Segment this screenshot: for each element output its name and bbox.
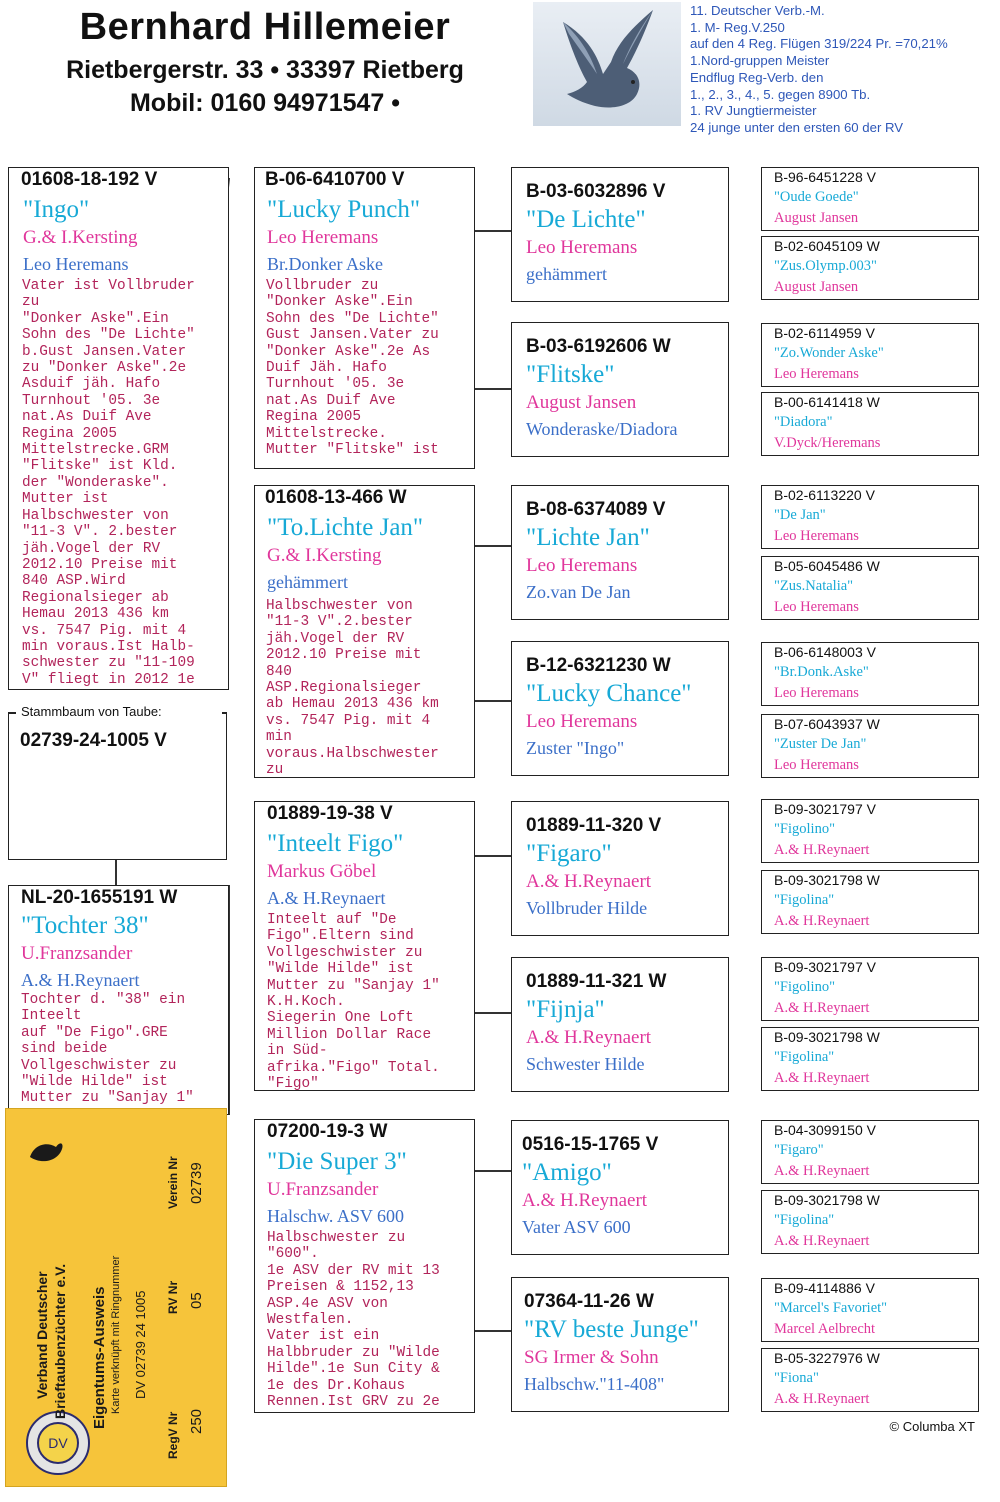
- pigeon-name: "To.Lichte Jan": [267, 514, 424, 541]
- pigeon-name: "Lucky Chance": [526, 680, 692, 707]
- dv-logo: [26, 1411, 90, 1475]
- pigeon-owner: Leo Heremans: [774, 757, 859, 773]
- pigeon-owner: August Jansen: [526, 392, 637, 413]
- pigeon-owner: SG Irmer & Sohn: [524, 1347, 659, 1368]
- pigeon-name: "De Lichte": [526, 206, 646, 233]
- grandparent-box: [254, 167, 475, 469]
- achievement: 1. M- Reg.V.250: [690, 19, 785, 35]
- pigeon-owner: A.& H.Reynaert: [774, 842, 870, 858]
- pigeon-note: Wonderaske/Diadora: [526, 419, 678, 439]
- pigeon-name: "Figaro": [526, 840, 612, 867]
- pigeon-description: Halbschwester zu "600". 1e ASV der RV mit 13 Preisen & 1152,13 ASP.4e ASV von Westfalen. Vater ist ein Halbbruder zu "Wilde Hilde".1e Sun City & 1e des Dr.Kohaus Rennen.Ist GRV zu 2e: [267, 1230, 440, 1411]
- pigeon-description: Inteelt auf "De Figo".Eltern sind Vollgeschwister zu "Wilde Hilde" ist Mutter zu "Sanjay 1" K.H.Koch. Siegerin One Loft Million Dollar Race in Süd- afrika."Figo" Total. "Figo": [267, 912, 440, 1091]
- svg-text:DV: DV: [48, 1435, 68, 1451]
- pigeon-owner: A.& H.Reynaert: [526, 871, 652, 892]
- ring-number: 0516-15-1765 V: [522, 1134, 659, 1155]
- pigeon-owner: Leo Heremans: [774, 685, 859, 701]
- pigeon-owner: Leo Heremans: [526, 237, 638, 258]
- ring-number: 07364-11-26 W: [524, 1291, 654, 1312]
- card-org: Brieftaubenzüchter e.V.: [52, 1263, 68, 1419]
- pigeon-name: "Br.Donk.Aske": [774, 664, 869, 680]
- ring-number: 01608-18-192 V: [21, 169, 158, 190]
- pigeon-logo: [20, 1127, 70, 1177]
- pigeon-name: "Figolino": [774, 979, 835, 995]
- achievement: 24 junge unter den ersten 60 der RV: [690, 119, 904, 135]
- pigeon-name: "Lucky Punch": [267, 196, 421, 223]
- pigeon-name: "Lichte Jan": [526, 524, 650, 551]
- card-regv-value: 250: [188, 1408, 205, 1434]
- pigeon-name: "Marcel's Favoriet": [774, 1300, 888, 1316]
- ring-number: B-02-6113220 V: [774, 487, 875, 503]
- pigeon-owner: A.& H.Reynaert: [774, 1070, 870, 1086]
- ggg-box: [761, 236, 979, 300]
- ring-number: 07200-19-3 W: [267, 1121, 388, 1142]
- pigeon-name: "Figolina": [774, 1049, 835, 1065]
- pigeon-owner: Leo Heremans: [774, 599, 859, 615]
- card-verein-label: Verein Nr: [166, 1156, 180, 1209]
- great-grandparent-box: [511, 167, 729, 302]
- ggg-box: [761, 1120, 979, 1184]
- pigeon-note: gehämmert: [267, 572, 348, 592]
- pigeon-name: "Die Super 3": [267, 1148, 407, 1175]
- ring-number: B-09-3021797 V: [774, 959, 876, 975]
- ring-number: B-12-6321230 W: [526, 655, 671, 676]
- pigeon-owner: A.& H.Reynaert: [774, 913, 870, 929]
- pigeon-description: Vollbruder zu "Donker Aske".Ein Sohn des "De Lichte" Gust Jansen.Vater zu "Donker Aske".2e As Duif Jäh. Hafo Turnhout '05. 3e nat.As Duif Ave Regina 2005 Mittelstrecke. Mutter "Flitske" ist: [266, 278, 439, 459]
- ggg-box: [761, 392, 979, 456]
- pigeon-owner: Leo Heremans: [526, 555, 638, 576]
- pigeon-name: "Figaro": [774, 1142, 824, 1158]
- ggg-box: [761, 556, 979, 620]
- ring-number: 01889-11-321 W: [526, 971, 667, 992]
- card-subtitle: Karte verknüpft mit Ringnummer: [110, 1255, 122, 1414]
- ring-number: B-09-4114886 V: [774, 1280, 875, 1296]
- pigeon-photo: [533, 2, 681, 126]
- pigeon-note: Br.Donker Aske: [267, 254, 383, 274]
- ring-number: NL-20-1655191 W: [21, 887, 178, 908]
- ggg-box: [761, 1027, 979, 1091]
- copyright: © Columba XT: [889, 1419, 975, 1434]
- ggg-box: [761, 714, 979, 778]
- card-rv-label: RV Nr: [166, 1280, 180, 1314]
- pigeon-name: "Ingo": [23, 196, 90, 223]
- pigeon-name: "Zo.Wonder Aske": [774, 345, 884, 361]
- ring-number: B-02-6045109 W: [774, 238, 880, 254]
- card-verein-value: 02739: [188, 1162, 205, 1204]
- pigeon-name: "Amigo": [522, 1159, 612, 1186]
- pigeon-note: Vollbruder Hilde: [526, 898, 648, 918]
- ring-number: B-09-3021798 W: [774, 1192, 880, 1208]
- great-grandparent-box: [511, 957, 729, 1092]
- pigeon-note: Zuster "Ingo": [526, 738, 625, 758]
- ggg-box: [761, 167, 979, 231]
- achievement: Endflug Reg-Verb. den: [690, 69, 824, 85]
- ring-number: B-02-6114959 V: [774, 325, 875, 341]
- pigeon-note: Halbschw."11-408": [524, 1374, 665, 1394]
- ring-number: B-09-3021798 W: [774, 872, 880, 888]
- ring-number: B-07-6043937 W: [774, 716, 880, 732]
- achievement: auf den 4 Reg. Flügen 319/224 Pr. =70,21%: [690, 36, 948, 52]
- pigeon-name: "Zus.Natalia": [774, 578, 854, 594]
- pigeon-note: Schwester Hilde: [526, 1054, 645, 1074]
- pigeon-owner: Leo Heremans: [774, 528, 859, 544]
- pigeon-note: A.& H.Reynaert: [267, 888, 386, 908]
- pigeon-note: A.& H.Reynaert: [21, 970, 140, 990]
- pigeon-name: "Diadora": [774, 414, 833, 430]
- ring-number: B-03-6192606 W: [526, 336, 671, 357]
- pigeon-note: gehämmert: [526, 264, 607, 284]
- parent-dam-box: [8, 885, 229, 1115]
- grandparent-box: [254, 801, 475, 1091]
- pigeon-name: "De Jan": [774, 507, 826, 523]
- grandparent-box: [254, 485, 475, 778]
- pigeon-name: "Figolina": [774, 892, 835, 908]
- breeder-address: Rietbergerstr. 33 • 33397 Rietberg: [66, 56, 464, 84]
- pigeon-name: "Fiona": [774, 1370, 819, 1386]
- ring-number: 01889-19-38 V: [267, 803, 393, 824]
- ggg-box: [761, 1278, 979, 1342]
- ggg-box: [761, 870, 979, 934]
- parent-sire-box: [8, 167, 229, 690]
- achievement: 1., 2., 3., 4., 5. gegen 8900 Tb.: [690, 86, 871, 102]
- subject-ring: 02739-24-1005 V: [20, 730, 167, 751]
- card-rv-value: 05: [188, 1292, 205, 1309]
- card-ringnr: DV 02739 24 1005: [133, 1290, 148, 1399]
- pigeon-description: Tochter d. "38" ein Inteelt auf "De Figo".GRE sind beide Vollgeschwister zu "Wilde Hilde" ist Mutter zu "Sanjay 1": [21, 992, 194, 1107]
- pigeon-owner: Leo Heremans: [774, 366, 859, 382]
- pigeon-owner: U.Franzsander: [267, 1179, 379, 1200]
- breeder-mobile: Mobil: 0160 94971547 •: [129, 89, 401, 117]
- pigeon-owner: G.& I.Kersting: [267, 545, 382, 566]
- ring-number: 01889-11-320 V: [526, 815, 662, 836]
- great-grandparent-box: [511, 641, 729, 776]
- ring-number: B-09-3021797 V: [774, 801, 876, 817]
- ownership-card: [5, 1108, 227, 1487]
- pigeon-name: "Inteelt Figo": [267, 830, 404, 857]
- achievement: 1. RV Jungtiermeister: [690, 103, 817, 119]
- card-regv-label: RegV Nr: [166, 1411, 180, 1459]
- ring-number: B-03-6032896 V: [526, 181, 666, 202]
- pigeon-name: "Flitske": [526, 361, 615, 388]
- pigeon-name: "Figolino": [774, 821, 835, 837]
- great-grandparent-box: [511, 485, 729, 620]
- pigeon-note: Zo.van De Jan: [526, 582, 631, 602]
- pigeon-owner: August Jansen: [774, 210, 859, 226]
- breeder-name: Bernhard Hillemeier: [79, 6, 451, 48]
- ring-number: 01608-13-466 W: [265, 487, 407, 508]
- ggg-box: [761, 1190, 979, 1254]
- grandparent-box: [254, 1119, 475, 1413]
- pigeon-owner: A.& H.Reynaert: [774, 1233, 870, 1249]
- ring-number: B-08-6374089 V: [526, 499, 666, 520]
- pigeon-icon: [533, 2, 681, 126]
- ggg-box: [761, 799, 979, 863]
- pigeon-name: "Oude Goede": [774, 189, 859, 205]
- ring-number: B-06-6410700 V: [265, 169, 405, 190]
- ring-number: B-05-6045486 W: [774, 558, 880, 574]
- great-grandparent-box: [511, 801, 729, 936]
- pigeon-owner: A.& H.Reynaert: [774, 1391, 870, 1407]
- ggg-box: [761, 323, 979, 387]
- pigeon-owner: A.& H.Reynaert: [526, 1027, 652, 1048]
- pigeon-owner: V.Dyck/Heremans: [774, 435, 881, 451]
- pigeon-name: "Figolina": [774, 1212, 835, 1228]
- ring-number: B-09-3021798 W: [774, 1029, 880, 1045]
- pigeon-description: Vater ist Vollbruder zu "Donker Aske".Ein Sohn des "De Lichte" b.Gust Jansen.Vater zu "Donker Aske".2e Asduif jäh. Hafo Turnhout '05. 3e nat.As Duif Ave Regina 2005 Mittelstrecke.GRM "Flitske" ist Kld. der "Wonderaske". Mutter ist Halbschwester von "11-3 V". 2.bester jäh.Vogel der RV 2012.10 Preise mit 840 ASP.Wird Regionalsieger ab Hemau 2013 436 km vs. 7547 Pig. mit 4 min voraus.Ist Halb- schwester zu "11-109 V" fliegt in 2012 1e: [22, 278, 195, 688]
- ggg-box: [761, 642, 979, 706]
- pigeon-name: "Fijnja": [526, 996, 605, 1023]
- ggg-box: [761, 1348, 979, 1412]
- achievements-list: [690, 3, 995, 137]
- pigeon-owner: Markus Göbel: [267, 861, 377, 882]
- pigeon-name: "Zuster De Jan": [774, 736, 867, 752]
- pigeon-owner: U.Franzsander: [21, 943, 133, 964]
- pigeon-note: Halschw. ASV 600: [267, 1206, 405, 1226]
- ring-number: B-00-6141418 W: [774, 394, 880, 410]
- achievement: 1.Nord-gruppen Meister: [690, 53, 830, 69]
- card-title: Eigentums-Ausweis: [91, 1286, 108, 1429]
- subject-label: Stammbaum von Taube:: [18, 704, 165, 719]
- pigeon-name: "RV beste Junge": [524, 1316, 699, 1343]
- ggg-box: [761, 485, 979, 549]
- pigeon-owner: A.& H.Reynaert: [774, 1000, 870, 1016]
- pigeon-note: Vater ASV 600: [522, 1217, 631, 1237]
- pigeon-owner: Leo Heremans: [267, 227, 379, 248]
- great-grandparent-box: [511, 1120, 729, 1255]
- pigeon-owner: A.& H.Reynaert: [522, 1190, 648, 1211]
- ring-number: B-06-6148003 V: [774, 644, 876, 660]
- ggg-box: [761, 957, 979, 1021]
- pigeon-owner: August Jansen: [774, 279, 859, 295]
- great-grandparent-box: [511, 322, 729, 457]
- pigeon-owner: A.& H.Reynaert: [774, 1163, 870, 1179]
- pigeon-name: "Tochter 38": [21, 912, 149, 939]
- pigeon-description: Halbschwester von "11-3 V".2.bester jäh.Vogel der RV 2012.10 Preise mit 840 ASP.Regionalsieger ab Hemau 2013 436 km vs. 7547 Pig. mit 4 min voraus.Halbschwester zu: [266, 598, 439, 778]
- ring-number: B-05-3227976 W: [774, 1350, 880, 1366]
- pigeon-note: Leo Heremans: [23, 254, 129, 274]
- pigeon-owner: G.& I.Kersting: [23, 227, 138, 248]
- ring-number: B-96-6451228 V: [774, 169, 876, 185]
- great-grandparent-box: [511, 1277, 729, 1412]
- ring-number: B-04-3099150 V: [774, 1122, 876, 1138]
- pigeon-owner: Leo Heremans: [526, 711, 638, 732]
- pigeon-owner: Marcel Aelbrecht: [774, 1321, 876, 1337]
- card-org: Verband Deutscher: [34, 1271, 50, 1399]
- achievement: 11. Deutscher Verb.-M.: [690, 3, 825, 18]
- pigeon-name: "Zus.Olymp.003": [774, 258, 877, 274]
